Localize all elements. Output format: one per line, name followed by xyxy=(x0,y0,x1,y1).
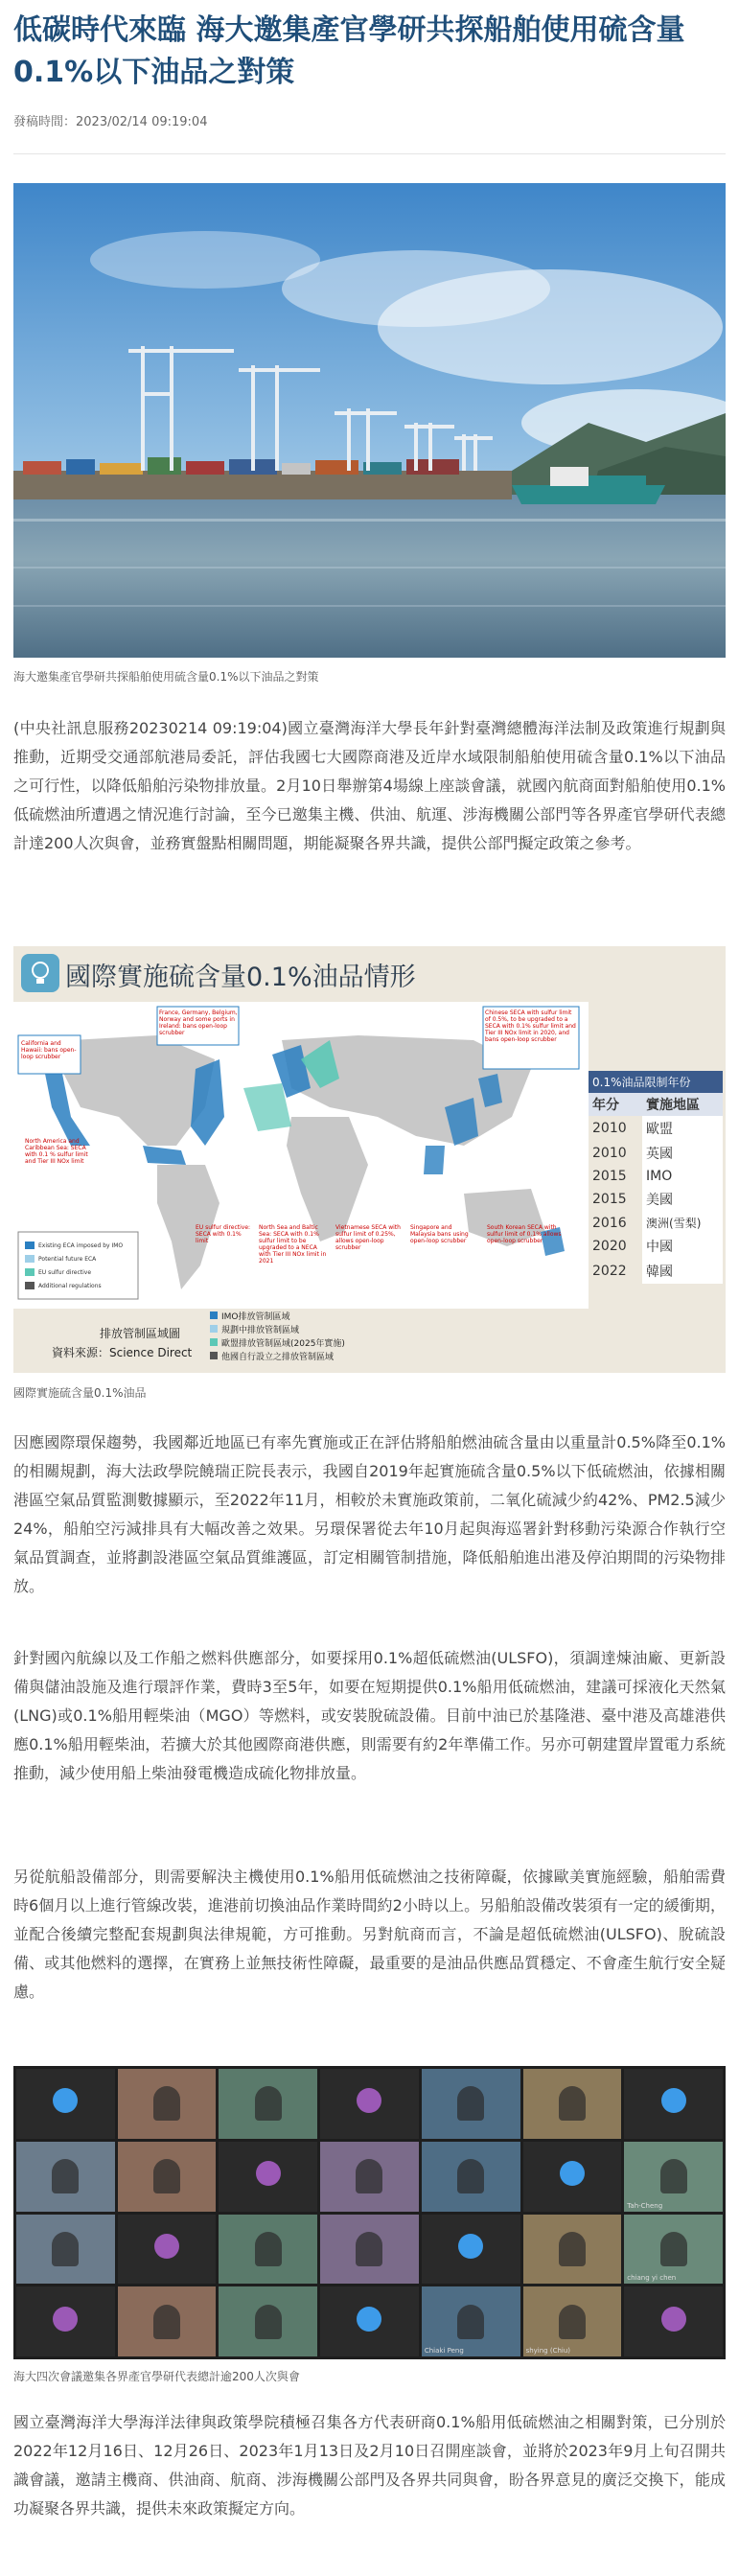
participant-tile xyxy=(624,2142,723,2212)
participant-tile xyxy=(16,2286,115,2356)
participant-tile xyxy=(422,2215,520,2285)
map-legend xyxy=(210,1311,345,1364)
table-cell-year: 2020 xyxy=(592,1239,627,1254)
avatar xyxy=(560,2161,585,2186)
avatar xyxy=(53,2307,78,2332)
participant-tile xyxy=(118,2142,217,2212)
avatar xyxy=(53,2088,78,2113)
participant-tile xyxy=(523,2142,622,2212)
table-row xyxy=(589,1166,723,1187)
participant-video xyxy=(559,2305,586,2339)
participant-video xyxy=(153,2159,180,2193)
participant-name: Chiaki Peng xyxy=(424,2347,464,2355)
participant-tile xyxy=(320,2142,419,2212)
meeting-caption: 海大四次會議邀集各界產官學研代表總計逾200人次與會 xyxy=(13,2370,300,2383)
harbor-illustration xyxy=(13,183,726,658)
table-row xyxy=(589,1116,723,1141)
publish-label: 發稿時間： xyxy=(13,115,77,129)
participant-tile xyxy=(219,2069,317,2139)
participant-video xyxy=(52,2232,79,2266)
participant-name: chiang yi chen xyxy=(627,2274,677,2283)
participant-tile xyxy=(422,2069,520,2139)
harbor-photo xyxy=(13,183,726,658)
participant-video xyxy=(356,2232,382,2266)
publish-time xyxy=(13,111,207,129)
sulfur-limit-table xyxy=(589,1071,723,1284)
map-legend-title: 排放管制區域圖 xyxy=(100,1327,181,1340)
table-cell-region: 英國 xyxy=(642,1141,723,1166)
table xyxy=(589,1093,723,1284)
callout-korea: South Korean SECA with sulfur limit of 0.1% allows open-loop scrubber xyxy=(487,1224,562,1244)
map-legend-item xyxy=(210,1351,345,1364)
table-cell-region: 中國 xyxy=(642,1234,723,1259)
participant-name: shying (Chiu) xyxy=(525,2347,571,2355)
participant-tile xyxy=(219,2215,317,2285)
avatar xyxy=(661,2307,686,2332)
participant-tile xyxy=(320,2069,419,2139)
header-divider xyxy=(13,153,726,154)
paragraph-4: 另從航船設備部分，則需要解決主機使用0.1%船用低硫燃油之技術障礙，依據歐美實施經驗，船舶需費時6個月以上進行管線改裝，進港前切換油品作業時間約2小時以上。另船舶設備改裝須有一定的緩衝期，並配合後續完整配套規劃與法律規範，方可推動。另對航商而言，不論是超低硫燃油(ULSFO)、脫硫設備、或其他燃料的選擇，在實務上並無技術性障礙，最重要的是油品供應品質穩定、不會產生航行安全疑慮。 xyxy=(13,1868,726,2001)
photo-caption: 海大邀集產官學研共探船舶使用硫含量0.1%以下油品之對策 xyxy=(13,670,319,684)
table-row xyxy=(589,1141,723,1166)
table-header-year: 年分 xyxy=(592,1098,619,1113)
article-title: 低碳時代來臨 海大邀集產官學研共探船舶使用硫含量0.1%以下油品之對策 xyxy=(13,13,685,89)
participant-name: Tah-Cheng xyxy=(627,2201,663,2210)
infographic-title: 國際實施硫含量0.1%油品情形 xyxy=(65,963,416,992)
table-cell-region: 韓國 xyxy=(642,1259,723,1284)
table-row xyxy=(589,1234,723,1259)
table-cell-region: 澳洲(雪梨) xyxy=(642,1212,723,1234)
paragraph-1: (中央社訊息服務20230214 09:19:04)國立臺灣海洋大學長年針對臺灣總體海洋法制及政策進行規劃與推動，近期受交通部航港局委託，評估我國七大國際商港及近岸水域限制船舶使用硫含量0.1%以下油品之可行性，以降低船舶污染物排放量。2月10日舉辦第4場線上座談會議，就國內航商面對船舶使用0.1%低硫燃油所遭遇之情況進行討論，至今已邀集主機、供油、航運、涉海機關公部門等各界產官學研代表總計達200人次與會，並務實盤點相關問題，期能凝聚各界共識，提供公部門擬定政策之參考。 xyxy=(13,719,726,852)
table-cell-region: 美國 xyxy=(642,1187,723,1212)
table-cell-region: 歐盟 xyxy=(642,1116,723,1141)
inset-legend xyxy=(38,1240,144,1293)
avatar xyxy=(661,2088,686,2113)
map-legend-label: 他國自行設立之排放管制區域 xyxy=(221,1353,335,1362)
participant-tile xyxy=(523,2069,622,2139)
inset-legend-item: Existing ECA imposed by IMO xyxy=(38,1242,124,1249)
paragraph-2: 因應國際環保趨勢，我國鄰近地區已有率先實施或正在評估將船舶燃油硫含量由以重量計0.5%降至0.1%的相關規劃，海大法政學院饒瑞正院長表示，我國自2019年起實施硫含量0.5%以下低硫燃油，依據相關港區空氣品質監測數據顯示，至2022年11月，相較於未實施政策前，二氧化硫減少約42%、PM2.5減少24%，船舶空污減排具有大幅改善之效果。另環保署從去年10月起與海巡署針對移動污染源合作執行空氣品質調查，並將劃設港區空氣品質維護區，訂定相關管制措施，降低船舶進出港及停泊期間的污染物排放。 xyxy=(13,1433,726,1595)
map-source: 資料來源：Science Direct xyxy=(52,1346,193,1359)
table-title: 0.1%油品限制年份 xyxy=(589,1071,723,1093)
participant-video xyxy=(255,2305,282,2339)
callout-north-sea: North Sea and Baltic Sea: SECA with 0.1% sulfur limit to be upgraded to a NECA with Tier III NOx limit in 2021 xyxy=(259,1224,327,1265)
table-cell-year: 2015 xyxy=(592,1192,627,1207)
participant-tile xyxy=(118,2215,217,2285)
inset-legend-item: Potential future ECA xyxy=(38,1256,97,1263)
table-header-region: 實施地區 xyxy=(646,1098,701,1113)
table-cell-year: 2010 xyxy=(592,1121,627,1136)
avatar xyxy=(357,2307,381,2332)
table-row xyxy=(589,1259,723,1284)
map-legend-item xyxy=(210,1324,345,1337)
table-cell-region: IMO xyxy=(642,1166,723,1187)
participant-tile xyxy=(523,2286,622,2356)
participant-video xyxy=(457,2305,484,2339)
infographic-caption: 國際實施硫含量0.1%油品 xyxy=(13,1386,147,1400)
participant-video xyxy=(559,2232,586,2266)
participant-tile xyxy=(320,2215,419,2285)
table-row xyxy=(589,1212,723,1234)
participant-tile xyxy=(219,2142,317,2212)
participant-tile xyxy=(118,2069,217,2139)
participant-video xyxy=(457,2086,484,2121)
table-cell-year: 2010 xyxy=(592,1146,627,1161)
inset-legend-item: EU sulfur directive xyxy=(38,1269,92,1276)
participant-tile xyxy=(624,2286,723,2356)
online-meeting-screenshot xyxy=(13,2066,726,2359)
participant-tile xyxy=(16,2215,115,2285)
map-legend-label: 規劃中排放管制區域 xyxy=(221,1326,300,1335)
map-legend-item xyxy=(210,1311,345,1324)
callout-china: Chinese SECA with sulfur limit of 0.5%, to be upgraded to a SECA with 0.1% sulfur limit and Tier III NOx limit in 2020, and bans open-loop scrubber xyxy=(485,1010,576,1043)
callout-europe: France, Germany, Belgium, Norway and some ports in Ireland: bans open-loop scrubber xyxy=(159,1010,238,1036)
map-legend-label: 歐盟排放管制區域(2025年實施) xyxy=(221,1339,345,1349)
participant-video xyxy=(255,2232,282,2266)
lightbulb-icon xyxy=(21,954,59,992)
participant-tile xyxy=(422,2286,520,2356)
table-cell-year: 2015 xyxy=(592,1169,627,1184)
inset-legend-item: Additional regulations xyxy=(38,1283,102,1289)
map-legend-item xyxy=(210,1337,345,1351)
participant-video xyxy=(153,2086,180,2121)
callout-vietnam: Vietnamese SECA with sulfur limit of 0.25%, allows open-loop scrubber xyxy=(335,1224,401,1251)
paragraph-5: 國立臺灣海洋大學海洋法律與政策學院積極召集各方代表研商0.1%船用低硫燃油之相關對策，已分別於2022年12月16日、12月26日、2023年1月13日及2月10日召開座談會，並將於2023年9月上旬召開共識會議，邀請主機商、供油商、航商、涉海機關公部門及各界共同與會，盼各界意見的廣泛交換下，能成功凝聚各界共識，提供未來政策擬定方向。 xyxy=(13,2413,726,2518)
participant-tile xyxy=(624,2215,723,2285)
participant-tile xyxy=(16,2142,115,2212)
participant-tile xyxy=(118,2286,217,2356)
participant-tile xyxy=(624,2069,723,2139)
participant-video xyxy=(660,2232,687,2266)
participant-tile xyxy=(422,2142,520,2212)
table-cell-year: 2016 xyxy=(592,1215,627,1231)
callout-california: California and Hawaii: bans open-loop scrubber xyxy=(21,1040,77,1060)
participant-video xyxy=(660,2159,687,2193)
avatar xyxy=(458,2234,483,2259)
participant-video xyxy=(559,2086,586,2121)
participant-tile xyxy=(523,2215,622,2285)
participant-video xyxy=(457,2159,484,2193)
participant-video xyxy=(255,2086,282,2121)
avatar xyxy=(256,2161,281,2186)
avatar xyxy=(357,2088,381,2113)
callout-eu: EU sulfur directive: SECA with 0.1% limit xyxy=(196,1224,251,1244)
avatar xyxy=(154,2234,179,2259)
callout-singapore: Singapore and Malaysia bans using open-loop scrubber xyxy=(410,1224,469,1244)
participant-video xyxy=(356,2159,382,2193)
table-row xyxy=(589,1187,723,1212)
callout-north-america: North America and Caribbean Sea: SECA with 0.1 % sulfur limit and Tier III NOx limit xyxy=(25,1138,88,1165)
publish-value: 2023/02/14 09:19:04 xyxy=(76,115,208,129)
participant-video xyxy=(153,2305,180,2339)
infographic xyxy=(13,946,726,1373)
map-legend-label: IMO排放管制區域 xyxy=(221,1312,290,1322)
participant-tile xyxy=(16,2069,115,2139)
paragraph-3: 針對國內航線以及工作船之燃料供應部分，如要採用0.1%超低硫燃油(ULSFO)，須調達煉油廠、更新設備與儲油設施及進行環評作業，費時3至5年，如要在短期提供0.1%船用低硫燃油，建議可採液化天然氣(LNG)或0.1%船用輕柴油（MGO）等燃料，或安裝脫硫設備。目前中油已於基隆港、臺中港及高雄港供應0.1%船用輕柴油，若擴大於其他國際商港供應，則需要有約2年準備工作。另亦可朝建置岸置電力系統推動，減少使用船上柴油發電機造成硫化物排放量。 xyxy=(13,1649,726,1782)
participant-tile xyxy=(219,2286,317,2356)
participant-tile xyxy=(320,2286,419,2356)
table-cell-year: 2022 xyxy=(592,1264,627,1279)
participant-video xyxy=(52,2159,79,2193)
